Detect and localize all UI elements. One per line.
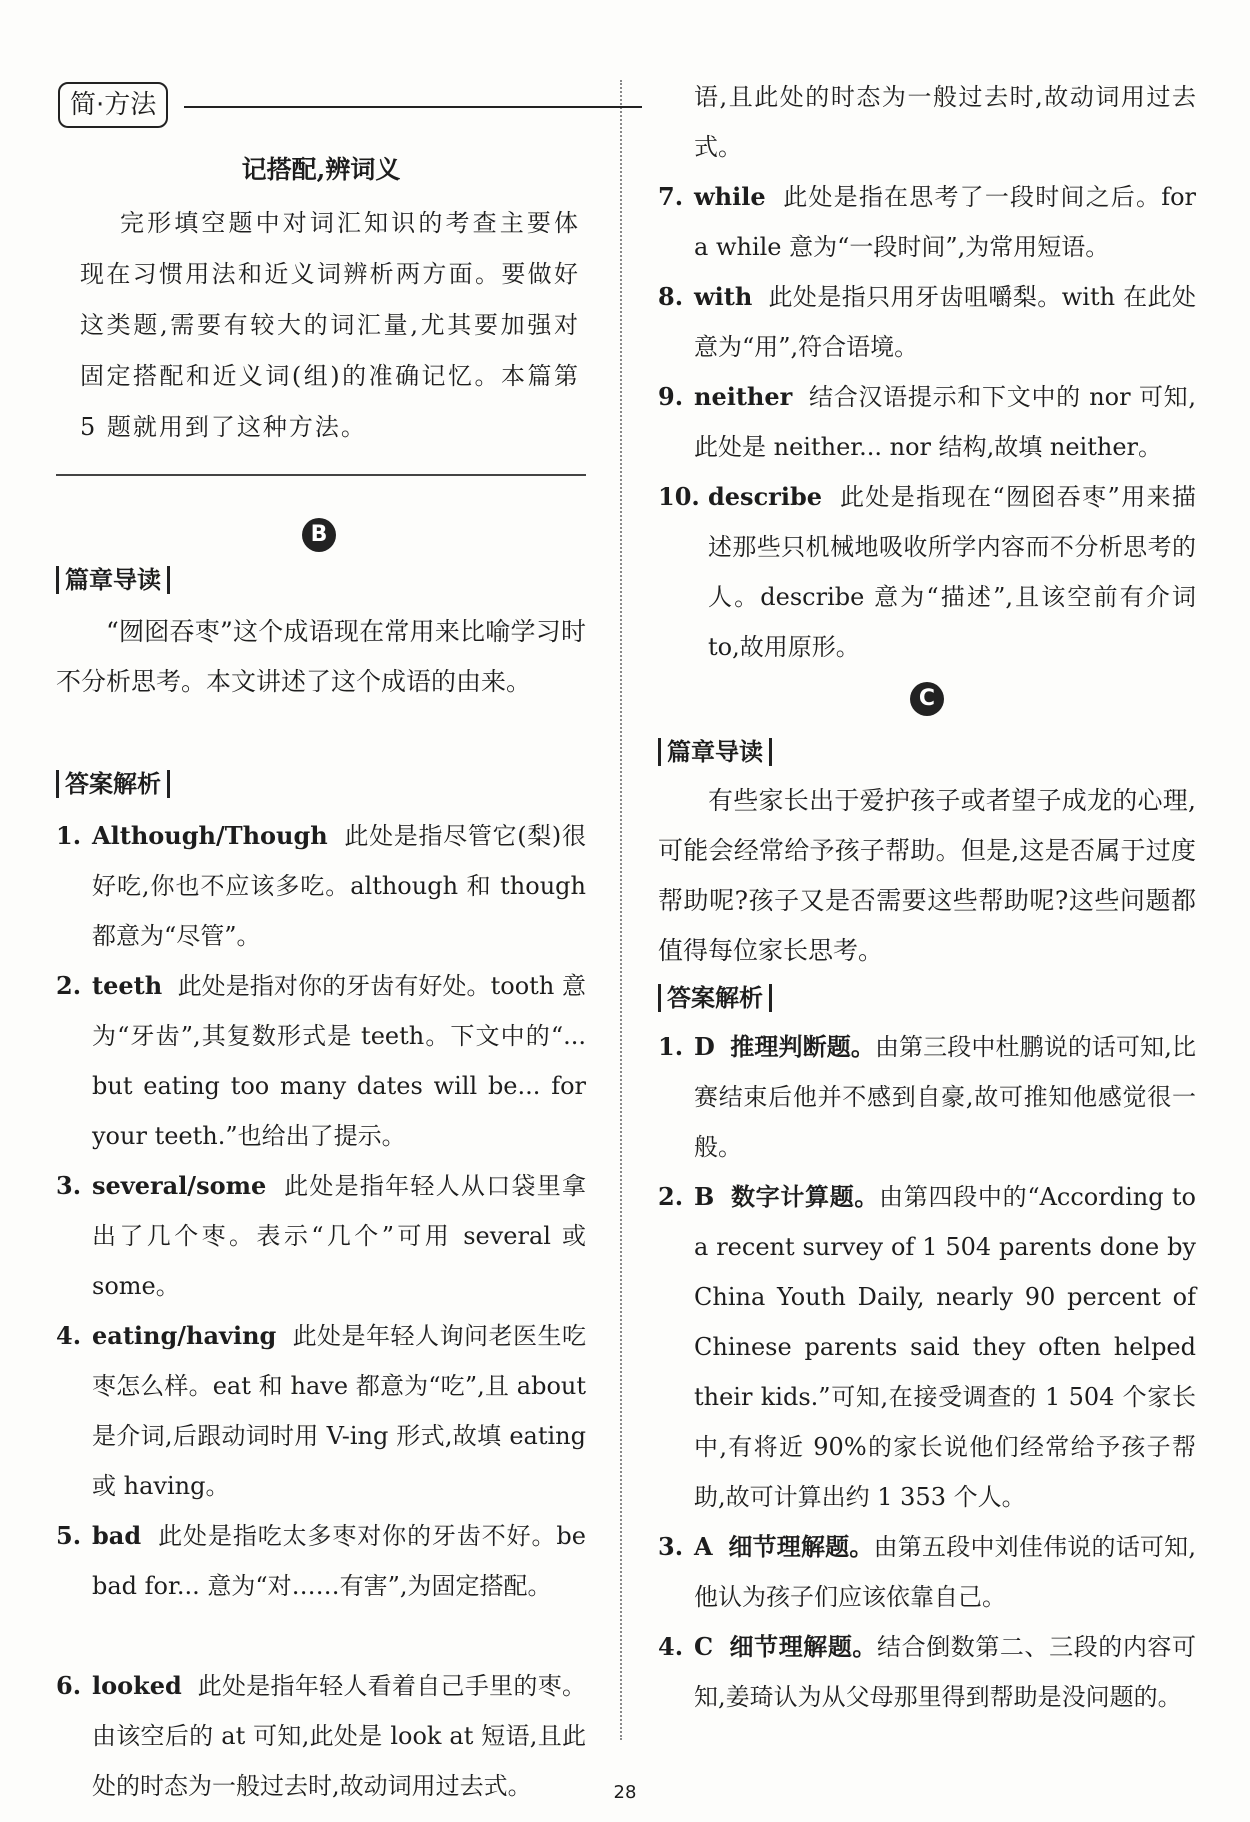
page-number: 28 [613, 1782, 637, 1803]
answer-text: 此处是指只用牙齿咀嚼梨。with 在此处意为“用”,符合语境。 [694, 283, 1196, 361]
answer-text: 由第五段中刘佳伟说的话可知,他认为孩子们应该依靠自己。 [694, 1533, 1196, 1611]
answer-number: 10. [658, 482, 700, 511]
method-subtitle: 记搭配,辨词义 [241, 155, 401, 184]
section-c-badge: C [910, 682, 944, 716]
answer-key: describe [708, 482, 822, 511]
section-b-badge: B [302, 518, 336, 552]
answer-key: while [694, 182, 766, 211]
answer-continuation [658, 72, 1196, 172]
answer-item [56, 1311, 586, 1511]
answer-item [658, 1522, 1196, 1622]
answer-number: 3. [658, 1532, 684, 1561]
answer-text: 此处是指吃太多枣对你的牙齿不好。be bad for... 意为“对……有害”,为固定搭配。 [92, 1522, 586, 1600]
answer-type: 细节理解题。 [728, 1532, 874, 1561]
answer-text: 由第四段中的“According to a recent survey of 1 504 parents done by China Youth Daily, nearly 90 percent of Chinese parents said they often helped their kids.”可知,在接受调查的 1 504 个家长中,有将近 90%的家长说他们经常给予孩子帮助,故可计算出约 1 353 个人。 [694, 1183, 1196, 1511]
answer-text: 此处是指在思考了一段时间之后。for a while 意为“一段时间”,为常用短语。 [694, 183, 1196, 261]
answer-item [56, 1511, 586, 1611]
answer-key: teeth [92, 971, 163, 1000]
answer-key: C [694, 1632, 714, 1661]
answer-item [658, 1022, 1196, 1172]
answer-text: 结合汉语提示和下文中的 nor 可知,此处是 neither... nor 结构,故填 neither。 [694, 383, 1197, 461]
answer-key: eating/having [92, 1321, 277, 1350]
answer-key: several/some [92, 1171, 267, 1200]
method-badge: 简·方法 [58, 82, 168, 128]
answer-item [658, 372, 1196, 472]
section-c-intro: 有些家长出于爱护孩子或者望子成龙的心理,可能会经常给予孩子帮助。但是,这是否属于过度帮助呢?孩子又是否需要这些帮助呢?这些问题都值得每位家长思考。 [658, 786, 1196, 965]
section-b-answers-head: 答案解析 [56, 770, 170, 798]
answer-text: 由第三段中杜鹏说的话可知,比赛结束后他并不感到自豪,故可推知他感觉很一般。 [694, 1033, 1196, 1161]
method-box [58, 82, 168, 128]
answer-number: 6. [56, 1671, 82, 1700]
answer-item [56, 961, 586, 1161]
answer-text: 此处是指现在“囫囵吞枣”用来描述那些只机械地吸收所学内容而不分析思考的人。describe 意为“描述”,且该空前有介词 to,故用原形。 [708, 483, 1196, 661]
answer-item [56, 1161, 586, 1311]
answer-item [658, 1172, 1196, 1522]
answer-number: 9. [658, 382, 684, 411]
answer-key: looked [92, 1671, 182, 1700]
answer-number: 4. [658, 1632, 684, 1661]
answer-item [658, 272, 1196, 372]
section-b-intro-head: 篇章导读 [56, 566, 170, 594]
answer-key: B [694, 1182, 715, 1211]
column-divider [620, 80, 622, 1740]
answer-item [658, 1622, 1196, 1722]
answer-key: neither [694, 382, 793, 411]
answer-text: 此处是指年轻人从口袋里拿出了几个枣。表示“几个”可用 several 或 some。 [92, 1172, 586, 1300]
answer-key: A [694, 1532, 713, 1561]
answer-key: bad [92, 1521, 142, 1550]
section-c-intro-head: 篇章导读 [658, 738, 772, 766]
section-c-answers-head: 答案解析 [658, 984, 772, 1012]
answer-number: 1. [56, 821, 82, 850]
answer-item [56, 1661, 586, 1800]
answer-item [56, 811, 586, 961]
answer-text: 此处是年轻人询问老医生吃枣怎么样。eat 和 have 都意为“吃”,且 about 是介词,后跟动词时用 V-ing 形式,故填 eating 或 having。 [92, 1322, 586, 1500]
answer-number: 2. [658, 1182, 684, 1211]
answer-text: 此处是指尽管它(梨)很好吃,你也不应该多吃。although 和 though 都意为“尽管”。 [92, 822, 586, 950]
answer-key: Although/Though [92, 821, 328, 850]
answer-item [658, 172, 1196, 272]
answer-number: 5. [56, 1521, 82, 1550]
section-b-intro: “囫囵吞枣”这个成语现在常用来比喻学习时不分析思考。本文讲述了这个成语的由来。 [56, 617, 586, 696]
method-rule [184, 106, 642, 108]
answer-number: 4. [56, 1321, 82, 1350]
answer-type: 推理判断题。 [730, 1032, 875, 1061]
answer-number: 8. [658, 282, 684, 311]
answer-text: 此处是指对你的牙齿有好处。tooth 意为“牙齿”,其复数形式是 teeth。下文中的“... but eating too many dates will be... for your teeth.”也给出了提示。 [92, 972, 586, 1150]
answer-type: 细节理解题。 [729, 1632, 878, 1661]
answer-number: 2. [56, 971, 82, 1000]
answer-text: 结合倒数第二、三段的内容可知,姜琦认为从父母那里得到帮助是没问题的。 [694, 1633, 1197, 1711]
answer-continuation-text: 语,且此处的时态为一般过去时,故动词用过去式。 [694, 83, 1196, 161]
answer-item [658, 472, 1196, 672]
answer-key: D [694, 1032, 715, 1061]
answer-key: with [694, 282, 753, 311]
method-body: 完形填空题中对词汇知识的考查主要体现在习惯用法和近义词辨析两方面。要做好这类题,需要有较大的词汇量,尤其要加强对固定搭配和近义词(组)的准确记忆。本篇第 5 题就用到了这种方法。 [80, 209, 580, 441]
section-separator [56, 474, 586, 476]
answer-text: 此处是指年轻人看着自己手里的枣。由该空后的 at 可知,此处是 look at 短语,且此处的时态为一般过去时,故动词用过去式。 [92, 1672, 586, 1800]
answer-number: 3. [56, 1171, 82, 1200]
answer-number: 1. [658, 1032, 684, 1061]
answer-type: 数字计算题。 [730, 1182, 880, 1211]
answer-number: 7. [658, 182, 684, 211]
